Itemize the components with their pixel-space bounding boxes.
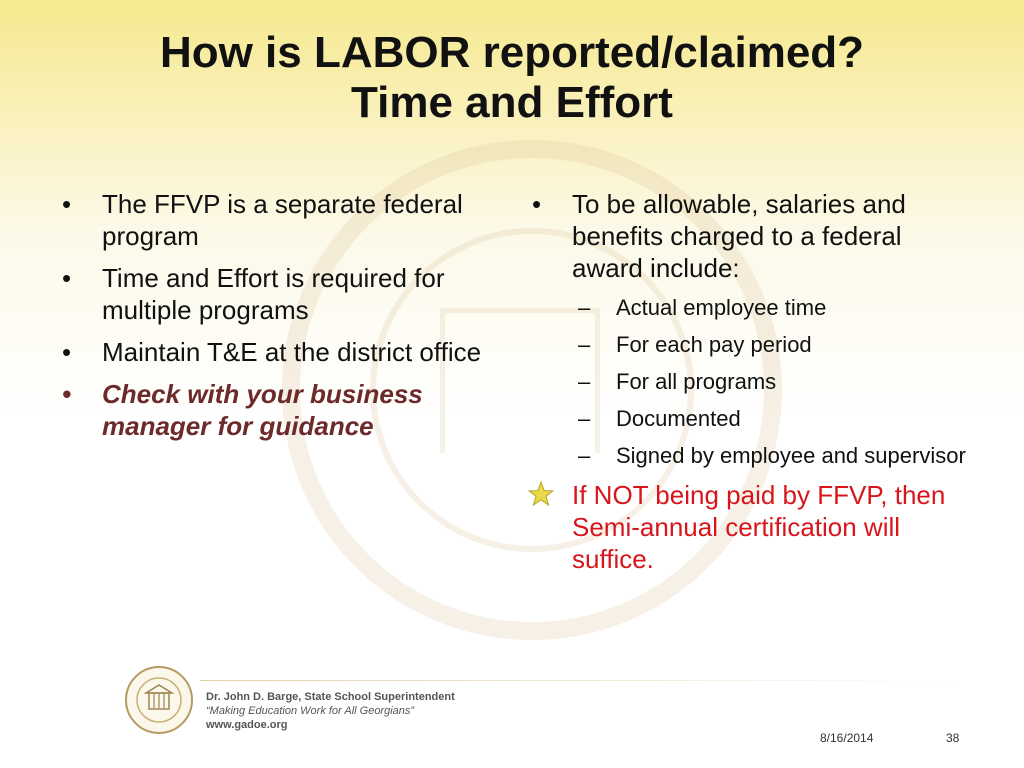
- right-intro-bullet: [528, 188, 978, 284]
- footer-rule: [200, 680, 960, 681]
- dash-icon: –: [578, 332, 591, 357]
- bullet-dot-icon: •: [532, 189, 542, 219]
- slide-title: [0, 28, 1024, 128]
- right-intro-text: To be allowable, salaries and benefits charged to a federal award include:: [572, 189, 906, 283]
- left-bullet-1: [58, 188, 498, 252]
- slide-date: 8/16/2014: [820, 731, 874, 745]
- left-bullet-1-text: The FFVP is a separate federal program: [102, 189, 463, 251]
- right-sub-item-3-text: For all programs: [616, 369, 777, 394]
- right-sub-item-1-text: Actual employee time: [616, 295, 827, 320]
- right-sub-item-3: [528, 368, 978, 395]
- slide-title-line1: How is LABOR reported/claimed?: [159, 28, 865, 77]
- dash-icon: –: [578, 443, 591, 468]
- bullet-dot-icon: •: [62, 189, 72, 219]
- slide-title-line2: Time and Effort: [351, 78, 673, 127]
- dash-icon: –: [578, 295, 591, 320]
- right-note-bullet: [528, 479, 978, 575]
- footer-motto: “Making Education Work for All Georgians”: [206, 705, 415, 717]
- footer-text: [206, 690, 455, 732]
- bullet-dot-icon: •: [62, 337, 72, 367]
- footer-name: Dr. John D. Barge, State School Superintendent: [206, 691, 455, 703]
- left-bullet-3-text: Maintain T&E at the district office: [102, 337, 482, 367]
- right-sub-item-5-text: Signed by employee and supervisor: [616, 443, 966, 468]
- dash-icon: –: [578, 369, 591, 394]
- left-column: [58, 188, 498, 452]
- left-bullet-2-text: Time and Effort is required for multiple programs: [102, 263, 445, 325]
- right-sub-item-4-text: Documented: [616, 406, 741, 431]
- bullet-dot-icon: •: [62, 263, 72, 293]
- left-bullet-3: [58, 336, 498, 368]
- right-sub-item-5: [528, 442, 978, 469]
- bullet-dot-icon: •: [62, 379, 72, 409]
- right-sub-item-4: [528, 405, 978, 432]
- department-logo-icon: [124, 665, 194, 735]
- right-sub-item-2-text: For each pay period: [616, 332, 812, 357]
- star-icon: [528, 481, 554, 507]
- left-bullet-4: [58, 378, 498, 442]
- right-sub-item-2: [528, 331, 978, 358]
- slide-number: 38: [946, 731, 960, 745]
- right-note-text: If NOT being paid by FFVP, then Semi-annual certification will suffice.: [572, 480, 946, 574]
- footer-url[interactable]: www.gadoe.org: [206, 719, 288, 731]
- right-column: [528, 188, 978, 585]
- dash-icon: –: [578, 406, 591, 431]
- left-bullet-2: [58, 262, 498, 326]
- right-sub-item-1: [528, 294, 978, 321]
- left-bullet-4-text: Check with your business manager for guidance: [102, 379, 423, 441]
